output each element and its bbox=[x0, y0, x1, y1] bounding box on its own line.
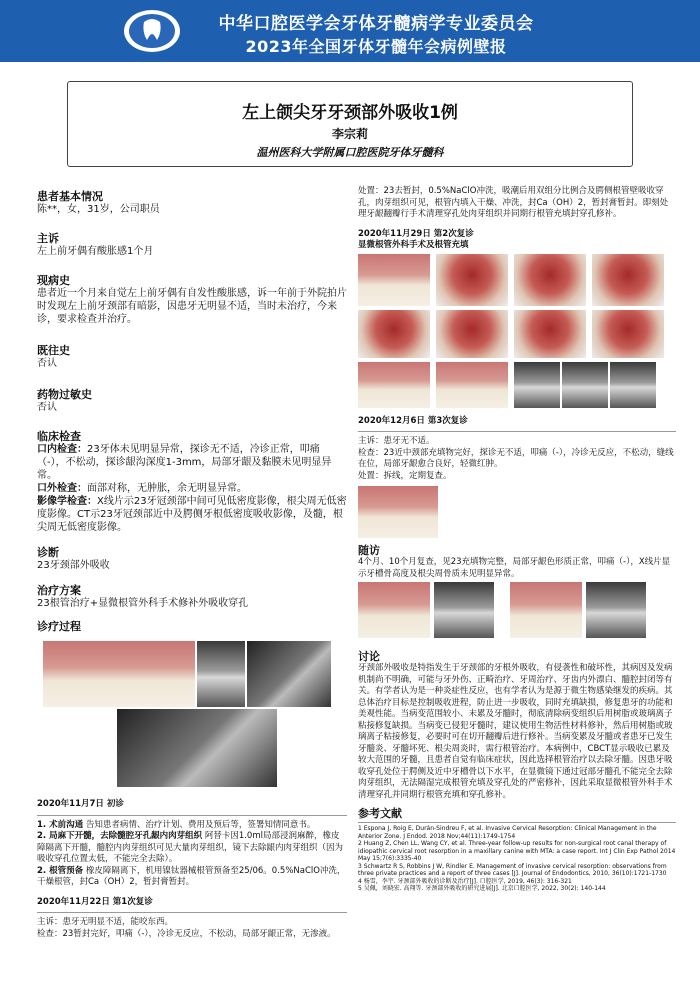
divider bbox=[358, 431, 676, 432]
followup-photo-10m bbox=[510, 582, 582, 638]
section-heading-present-illness: 现病史 bbox=[37, 274, 70, 287]
reference-item: 5 吴佩，刘晓宏. 高翔等. 牙颈部外吸收的研究进展[J]. 北京口腔医学, 2022, 30(2): 140-144 bbox=[358, 885, 606, 892]
section-heading-plan: 治疗方案 bbox=[37, 584, 81, 597]
diagnosis-text: 23牙颈部外吸收 bbox=[37, 560, 110, 571]
visit2-chief: 主诉：患牙无明显不适，能咬东西。 bbox=[37, 917, 174, 927]
section-heading-followup: 随访 bbox=[358, 544, 380, 557]
chief-complaint-text: 左上前牙偶有酸胀感1个月 bbox=[37, 246, 154, 257]
institution: 温州医科大学附属口腔医院牙体牙髓科 bbox=[256, 146, 444, 159]
visit1-item2 bbox=[37, 831, 347, 866]
visit1-item2-label: 2. 局麻下开髓，去除髓腔牙孔龈内肉芽组织 bbox=[37, 831, 203, 841]
cbct-image-2 bbox=[117, 709, 277, 787]
visit4-date: 2020年12月6日 第3次复诊 bbox=[358, 415, 468, 426]
oral-exam bbox=[37, 443, 347, 482]
plan-text: 23根管治疗+显微根管外科手术修补外吸收穿孔 bbox=[37, 598, 249, 609]
followup-text: 4个月、10个月复查，见23充填物完整，局部牙龈色形质正常，叩痛（-），X线片显示牙槽骨高度及根尖周骨质未见明显异常。 bbox=[358, 557, 671, 579]
visit1-date: 2020年11月7日 初诊 bbox=[37, 799, 124, 809]
surgery-photo-9 bbox=[358, 362, 430, 408]
followup-photo-4m bbox=[358, 582, 430, 638]
header-line1: 中华口腔医学会牙体牙髓病学专业委员会 bbox=[218, 14, 534, 34]
surgery-xray-3 bbox=[610, 362, 656, 408]
surgery-photo-2 bbox=[436, 254, 508, 306]
divider bbox=[37, 815, 347, 816]
followup-xray-4m bbox=[434, 582, 494, 638]
clinical-photo bbox=[43, 641, 195, 707]
surgery-photo-grid bbox=[358, 254, 668, 410]
surgery-photo-5 bbox=[358, 310, 430, 358]
visit3-sub: 显微根管外科手术及根管充填 bbox=[358, 240, 469, 250]
author: 李宗莉 bbox=[331, 127, 368, 141]
discussion-text: 牙颈部外吸收是特指发生于牙颈部的牙根外吸收，有侵袭性和破坏性，其病因及发病机制尚不明确，可能与牙外伤、正畸治疗、牙周治疗、牙齿内外漂白、髓腔封闭等有关。有学者认为是一种炎症性反应，也有学者认为是源于微生物感染继发的疾病。其总体治疗目标是控制吸收进程，防止进一步吸收，同时充填缺损，修复患牙的功能和美观性能。当病变范围较小、未累及牙髓时，彻底清除病变组织后用树脂或玻璃离子粘接修复缺损。当病变已侵犯牙髓时，建议使用生物活性材料修补，然后用树脂或玻璃离子粘接修复，必要时可在切开翻瓣后进行修补。当病变累及牙髓或者患牙已发生牙髓炎、牙髓坏死、根尖周炎时，需行根管治疗。本病例中，CBCT显示吸收已累及较大范围的牙髓，且患者自觉有临床症状，因此选择根管治疗以去除牙髓。因患牙吸收穿孔处位于腭侧及近中牙槽骨以下水平，在显微镜下通过冠部牙髓孔不能完全去除肉芽组织，无法隔湿完成根管充填及穿孔处的严密修补，因此采取显微根管外科手术清理穿孔并同期行根管充填和穿孔修补。 bbox=[358, 663, 673, 800]
right-column bbox=[358, 186, 676, 893]
section-heading-diagnosis: 诊断 bbox=[37, 546, 59, 559]
visit2-date: 2020年11月22日 第1次复诊 bbox=[37, 896, 153, 907]
imaging-exam bbox=[37, 495, 347, 534]
treatment-text: 处置：23去暂封，0.5%NaClO冲洗，吸潮后用双组分比例合及腭侧根管壁吸收穿孔，肉芽组织可见，根管内填入干燥、冲洗，封Ca（OH）2，暂封膏暂封。即刻处理牙龈翻瓣行手术清理穿孔处肉芽组织并同期行根管充填封穿孔修补。 bbox=[358, 186, 669, 219]
extra-oral-label: 口外检查： bbox=[37, 483, 87, 494]
cbct-image-1 bbox=[247, 641, 331, 707]
case-title: 左上颌尖牙牙颈部外吸收1例 bbox=[242, 103, 458, 123]
periapical-xray bbox=[197, 641, 245, 707]
present-illness-text: 患者近一个月来自觉左上前牙偶有自发性酸胀感，诉一年前于外院拍片时发现左上前牙颈部有暗影，因患牙无明显不适，当时未治疗，今来诊，要求检查并治疗。 bbox=[37, 288, 347, 325]
course-image-block bbox=[37, 637, 337, 791]
followup-xray-10m bbox=[586, 582, 646, 638]
followup-photo-row bbox=[358, 582, 668, 642]
section-heading-exam: 临床检查 bbox=[37, 430, 81, 443]
reference-item: 3 Schwartz R S, Robbins J W, Rindler E. Management of invasive cervical resorption: observations from three private practices and a report of three cases [J]. Journal of Endodontics, 2010, 36(10):1721-1730 bbox=[358, 862, 667, 877]
basic-info-text: 陈**，女，31岁，公司职员 bbox=[37, 204, 160, 215]
reference-item: 1 Espona J, Roig E, Durán-Sindreu F, et al. Invasive Cervical Resorption: Clinical Management in the Anterior Zone. J Endod. 2018 Nov;44(11):1749-1754 bbox=[358, 825, 657, 840]
left-column bbox=[37, 190, 347, 940]
oral-exam-text: 23牙体未见明显异常，探诊无不适，冷诊正常，叩痛（-），不松动，探诊龈沟深度1-3mm，局部牙龈及黏膜未见明显异常。 bbox=[37, 444, 332, 481]
reference-item: 2 Huang Z, Chen LL, Wang CY, et al. Three-year follow-up results for non-surgical root canal therapy of idiopathic cervical root resorption in a maxillary canine with MTA: a case report. Int J Clin Exp Pathol 2014 May 15;7(6):3335-40 bbox=[358, 840, 676, 862]
header-banner bbox=[0, 0, 700, 62]
extra-oral-text: 面部对称，无肿胀，余无明显异常。 bbox=[87, 483, 247, 494]
surgery-xray-2 bbox=[562, 362, 608, 408]
section-heading-references: 参考文献 bbox=[358, 807, 402, 820]
past-history-text: 否认 bbox=[37, 358, 57, 369]
oral-exam-label: 口内检查： bbox=[37, 444, 87, 455]
section-heading-chief-complaint: 主诉 bbox=[37, 232, 59, 245]
surgery-photo-8 bbox=[592, 310, 664, 358]
visit1-item3-label: 2. 根管预备 bbox=[37, 865, 84, 876]
visit4-treat: 处置：拆线，定期复查。 bbox=[358, 470, 452, 481]
section-heading-discussion: 讨论 bbox=[358, 650, 380, 663]
visit4-exam: 检查：23近中颈部充填物完好，探诊无不适，叩痛（-），冷诊无反应，不松动，缝线在位，局部牙龈愈合良好，轻微红肿。 bbox=[358, 447, 674, 469]
healing-photo bbox=[358, 486, 438, 538]
section-heading-allergy: 药物过敏史 bbox=[37, 388, 92, 401]
visit1-item1-label: 1. 术前沟通 bbox=[37, 819, 84, 830]
title-box bbox=[67, 81, 633, 167]
section-heading-course: 诊疗过程 bbox=[37, 620, 81, 633]
visit1-item3-text: 橡皮障隔离下，机用镍钛器械根管预备至25/06。0.5%NaClO冲洗，干燥根管，封Ca（OH）2，暂封膏暂封。 bbox=[37, 865, 346, 887]
allergy-text: 否认 bbox=[37, 402, 57, 413]
section-heading-past-history: 既往史 bbox=[37, 344, 70, 357]
visit2-exam: 检查：23暂封完好，叩痛（-），冷诊无反应，不松动，局部牙龈正常，无渗液。 bbox=[37, 928, 336, 939]
surgery-photo-6 bbox=[436, 310, 508, 358]
visit1-item3 bbox=[37, 866, 347, 889]
header-line2: 2023年全国牙体牙髓年会病例壁报 bbox=[245, 37, 507, 56]
visit4-chief: 主诉：患牙无不适。 bbox=[358, 436, 435, 446]
extra-oral-exam bbox=[37, 482, 347, 495]
section-heading-basic-info: 患者基本情况 bbox=[37, 190, 103, 203]
visit1-item2-text: 阿替卡因1.0ml局部浸润麻醉，橡皮障隔离下开髓，髓腔内肉芽组织可见大量肉芽组织，镜下去除龈内肉芽组织（因为吸收穿孔位置太低，不能完全去除）。 bbox=[37, 831, 344, 864]
visit1-item1-text: 告知患者病情、治疗计划、费用及预后等，签署知情同意书。 bbox=[85, 819, 316, 830]
surgery-photo-3 bbox=[514, 254, 586, 306]
surgery-photo-7 bbox=[514, 310, 586, 358]
divider bbox=[37, 912, 347, 913]
society-logo-icon bbox=[122, 8, 182, 54]
reference-item: 4 杨雪，李宇. 牙颈部外吸收的诊断及治疗[J]. 口腔医学, 2019, 46(3): 316-321 bbox=[358, 877, 572, 885]
visit1-item1 bbox=[37, 820, 347, 832]
visit3-date: 2020年11月29日 第2次复诊 bbox=[358, 228, 474, 239]
imaging-label: 影像学检查： bbox=[37, 496, 97, 507]
surgery-photo-1 bbox=[358, 254, 430, 306]
imaging-text: X线片示23牙冠颈部中间可见低密度影像，根尖周无低密度影像。CT示23牙冠颈部近中及腭侧牙根低密度吸收影像，及髓，根尖周无低密度影像。 bbox=[37, 496, 347, 533]
divider bbox=[358, 822, 676, 823]
surgery-photo-10 bbox=[436, 362, 508, 408]
surgery-xray-1 bbox=[514, 362, 560, 408]
surgery-photo-4 bbox=[592, 254, 664, 306]
